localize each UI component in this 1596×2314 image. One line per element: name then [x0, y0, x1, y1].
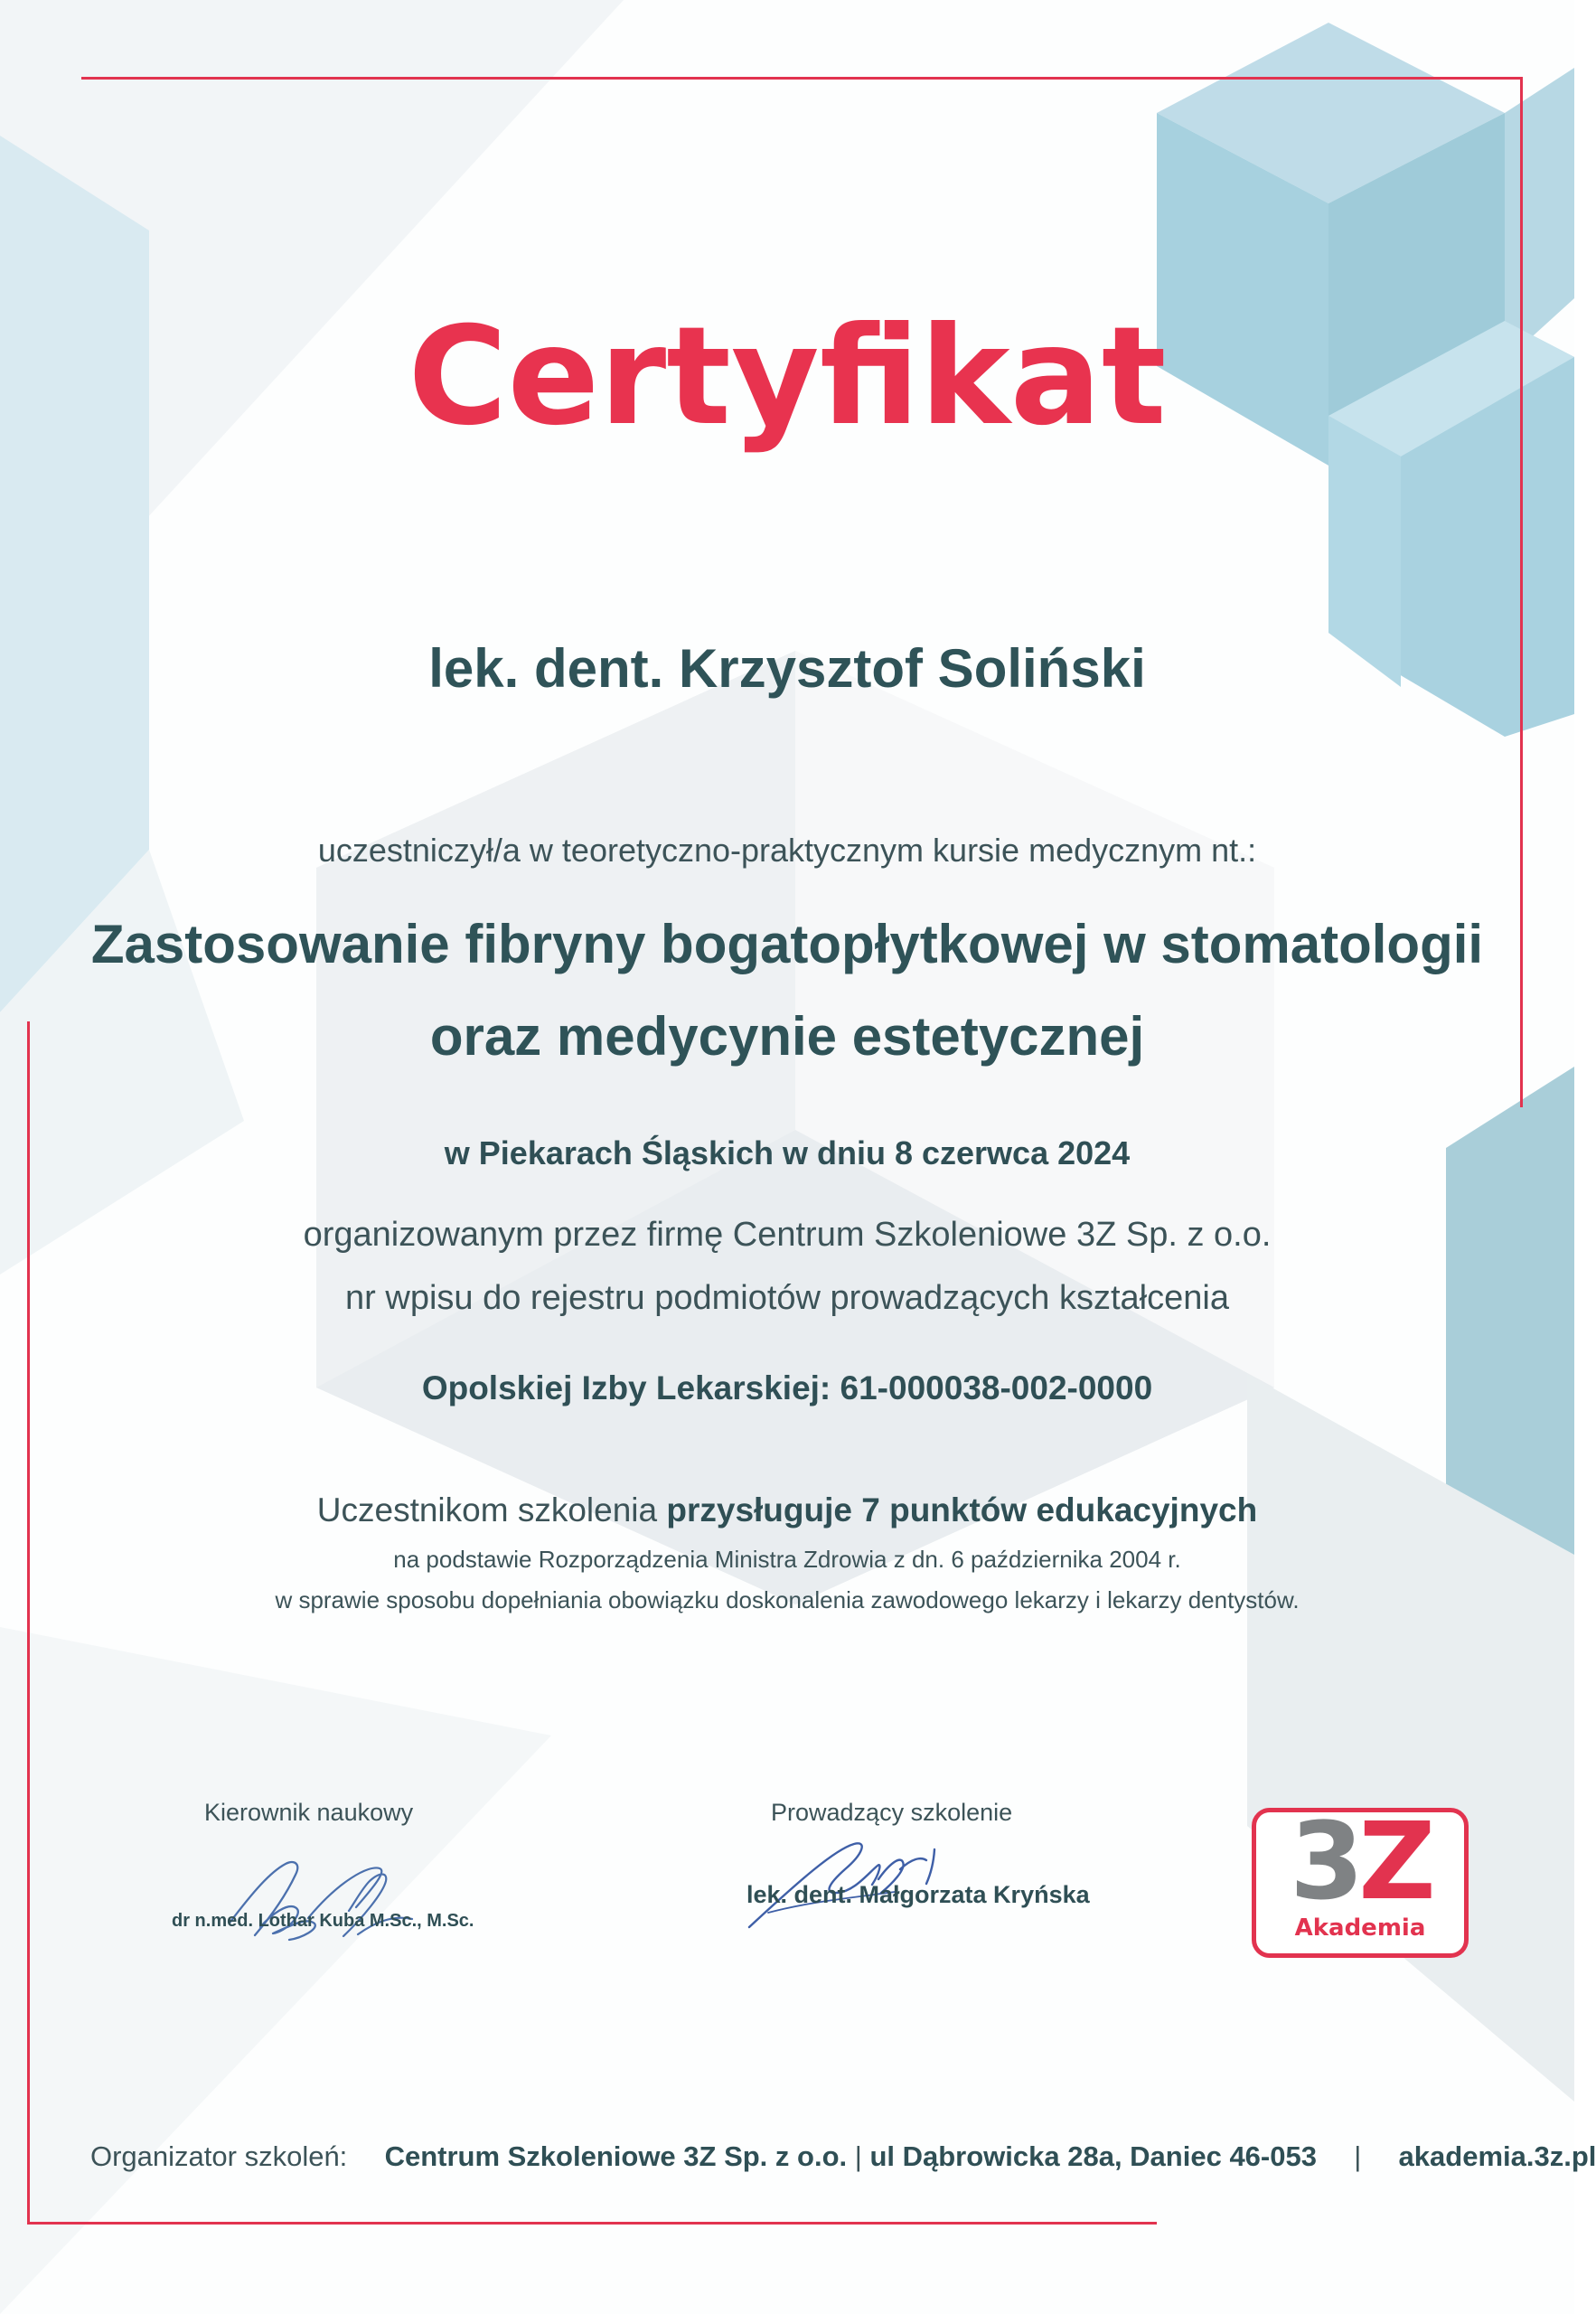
footer-separator-1: | [854, 2140, 862, 2172]
footer-website: akademia.3z.pl [1398, 2140, 1596, 2172]
akademia-3z-logo [1252, 1799, 1469, 1958]
certificate-title: Certyfikat [408, 298, 1167, 456]
course-title-line-1: Zastosowanie fibryny bogatopłytkowej w stomatologii [90, 914, 1484, 974]
scientific-head-signature [208, 1842, 443, 1960]
scientific-head-label: Kierownik naukowy [204, 1799, 414, 1826]
footer-separator-2: | [1354, 2140, 1362, 2172]
logo-number: 3 [1290, 1799, 1359, 1924]
footer-address: ul Dąbrowicka 28a, Daniec 46-053 [869, 2140, 1317, 2172]
trainer-name: lek. dent. Małgorzata Kryńska [746, 1881, 1090, 1908]
legal-basis-line-2: w sprawie sposobu dopełniania obowiązku doskonalenia zawodowego lekarzy i lekarzy dentystów. [275, 1586, 1300, 1613]
place-date: w Piekarach Śląskich w dniu 8 czerwca 2024 [444, 1134, 1131, 1171]
points-emphasis: przysługuje 7 punktów edukacyjnych [666, 1491, 1258, 1529]
organizer-line-1: organizowanym przez firmę Centrum Szkoleniowe 3Z Sp. z o.o. [303, 1216, 1272, 1254]
footer-organization: Centrum Szkoleniowe 3Z Sp. z o.o. [384, 2140, 848, 2172]
registry-number: Opolskiej Izby Lekarskiej: 61-000038-002-0000 [421, 1369, 1153, 1406]
logo-main-mark [1256, 1798, 1464, 1924]
points-statement [0, 1491, 1574, 1529]
trainer-label: Prowadzący szkolenie [771, 1799, 1013, 1826]
legal-basis-line-1: na podstawie Rozporządzenia Ministra Zdrowia z dn. 6 października 2004 r. [393, 1546, 1181, 1573]
organizer-line-2: nr wpisu do rejestru podmiotów prowadzących kształcenia [345, 1279, 1229, 1317]
logo-letter: Z [1358, 1799, 1431, 1924]
footer-prefix: Organizator szkoleń: [90, 2140, 348, 2172]
logo-subtitle: Akademia [1294, 1914, 1426, 1942]
participation-text: uczestniczył/a w teoretyczno-praktycznym kursie medycznym nt.: [317, 832, 1257, 869]
points-prefix: Uczestnikom szkolenia [316, 1491, 667, 1529]
organizer-footer [90, 2140, 1596, 2173]
recipient-name: lek. dent. Krzysztof Soliński [428, 638, 1146, 699]
course-title-line-2: oraz medycynie estetycznej [429, 1006, 1145, 1067]
scientific-head-name: dr n.med. Lothar Kuba M.Sc., M.Sc. [172, 1911, 474, 1931]
